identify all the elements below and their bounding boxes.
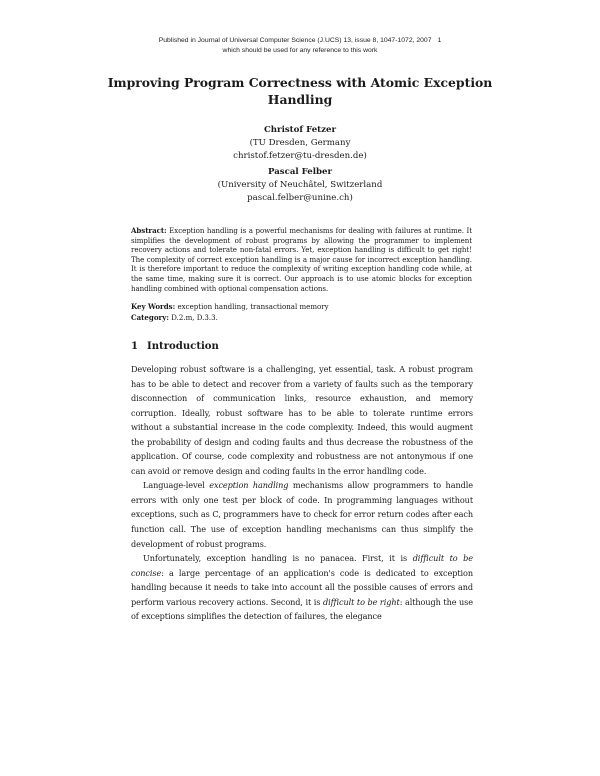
- author-name: Pascal Felber: [267, 167, 333, 177]
- page-number: 1: [437, 37, 442, 44]
- author-affiliation: (TU Dresden, Germany: [249, 138, 351, 148]
- abstract: [131, 226, 472, 293]
- title-line-2: Handling: [267, 92, 333, 107]
- body-text: [131, 362, 473, 624]
- category-label: Category:: [131, 313, 169, 322]
- title-line-1: Improving Program Correctness with Atomic Exception: [107, 75, 493, 90]
- text-run: : a large percentage of an application's code is dedicated to exception handling because it needs to take into account all the possible causes of errors and perform various recovery actions. Second, it is: [131, 567, 473, 607]
- author-email: christof.fetzer@tu-dresden.de): [233, 151, 367, 161]
- section-heading: [131, 341, 219, 352]
- text-run: : although the use of exceptions simplifies the detection of failures, the elegance: [131, 596, 473, 622]
- paragraph-3: [131, 551, 473, 624]
- abstract-label: Abstract:: [131, 226, 167, 235]
- emphasis: exception handling: [209, 480, 289, 491]
- author-affiliation: (University of Neuchâtel, Switzerland: [217, 180, 383, 190]
- keywords-text: exception handling, transactional memory: [177, 302, 329, 311]
- author-block-1: [100, 124, 500, 163]
- section-number: 1: [131, 341, 139, 352]
- author-email: pascal.felber@unine.ch): [247, 193, 353, 203]
- category: [131, 313, 472, 323]
- emphasis: difficult to be right: [322, 596, 400, 607]
- text-run: mechanisms allow programmers to handle errors with only one test per block of code. In programming languages without exceptions, such as C, programmers have to check for error return codes after each function call. The use of exception handling mechanisms can thus simplify the development of robust programs.: [131, 480, 473, 549]
- header-line-2: which should be used for any reference to this work: [222, 47, 378, 54]
- header-line-1: [100, 36, 500, 46]
- text-run: Unfortunately, exception handling is no panacea. First, it is: [143, 553, 413, 564]
- keywords-label: Key Words:: [131, 302, 176, 311]
- category-text: D.2.m, D.3.3.: [171, 313, 218, 322]
- section-title: Introduction: [147, 341, 219, 352]
- keywords: [131, 302, 472, 312]
- paper-title: [100, 74, 500, 108]
- journal-header: [100, 36, 500, 56]
- emphasis: difficult to be concise: [131, 553, 473, 578]
- author-name: Christof Fetzer: [263, 125, 337, 135]
- abstract-text: Exception handling is a powerful mechanisms for dealing with failures at runtime. It simplifies the development of robust programs by allowing the programmer to implement recovery actions and tolerate non-fatal errors. Yet, exception handling is difficult to get right! The complexity of correct exception handling is a major cause for incorrect exception handling. It is therefore important to reduce the complexity of writing exception handling code while, at the same time, making sure it is correct. Our approach is to use atomic blocks for exception handling combined with optional compensation actions.: [131, 226, 472, 293]
- author-block-2: [100, 166, 500, 205]
- text-run: Language-level: [143, 480, 210, 491]
- paragraph-1: Developing robust software is a challenging, yet essential, task. A robust program has to be able to detect and recover from a variety of faults such as the temporary disconnection of communication links, resource exhaustion, and memory corruption. Ideally, robust software has to be able to tolerate runtime errors without a substantial increase in the code complexity. Indeed, this would augment the probability of design and coding faults and thus decrease the robustness of the application. Of course, code complexity and robustness are not antonymous if one can avoid or remove design and coding faults in the error handling code.: [131, 364, 473, 476]
- paragraph-2: [131, 478, 473, 551]
- header-citation: Published in Journal of Universal Computer Science (J.UCS) 13, issue 8, 1047-1072, 2007: [158, 37, 432, 44]
